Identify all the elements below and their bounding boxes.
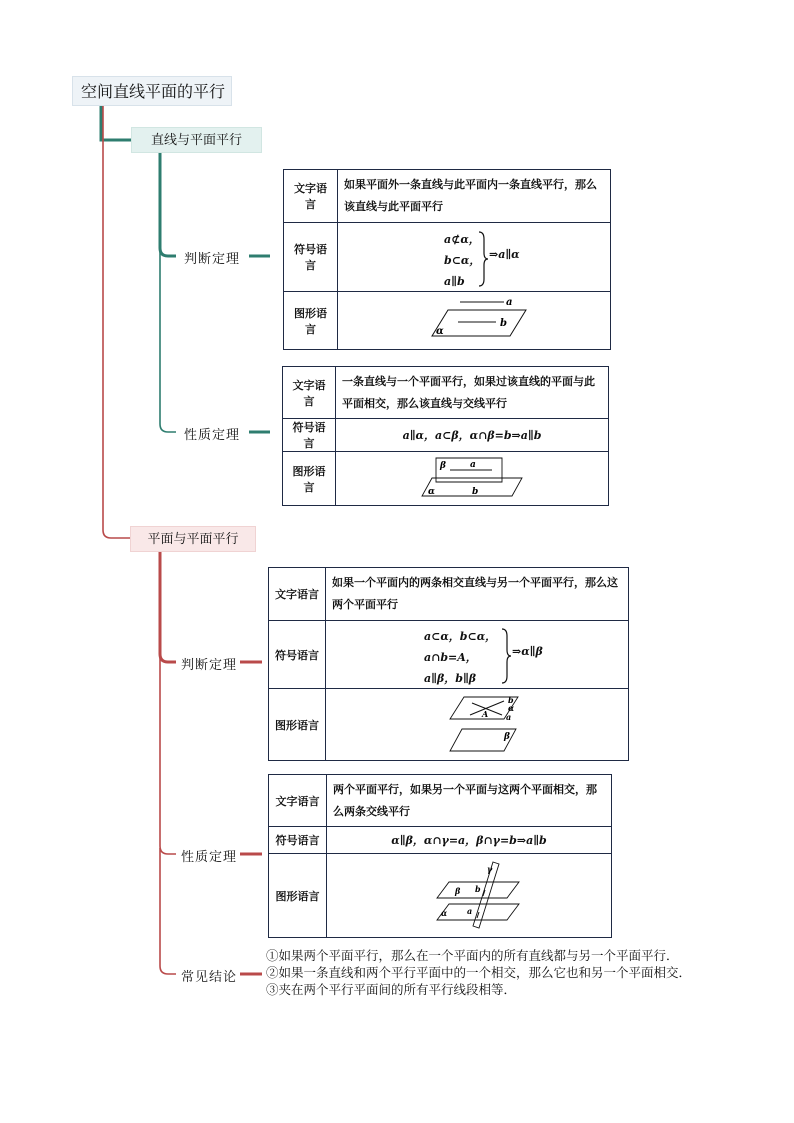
topic-line-plane-parallel[interactable]: 直线与平面平行 [131, 127, 262, 153]
figure-cell [336, 452, 609, 506]
label-symbol-language: 符号语言 [269, 827, 327, 854]
figure-mark-a: a [470, 459, 476, 470]
card-lp-property [282, 366, 609, 506]
text-language-value: 如果平面外一条直线与此平面内一条直线平行，那么该直线与此平面平行 [338, 170, 611, 223]
conclusion-item-1: ①如果两个平面平行，那么在一个平面内的所有直线都与另一个平面平行． [266, 948, 679, 963]
figure-plane-plane-judgment [332, 693, 622, 757]
figure-line-plane-property [352, 456, 602, 502]
label-figure-language: 图形语言 [269, 854, 327, 938]
label-symbol-language: 符号语言 [283, 419, 336, 452]
figure-mark-b: b [508, 694, 514, 705]
symbol-language-value: α∥β，α∩γ=a，β∩γ=b⇒a∥b [327, 827, 612, 854]
label-text-language: 文字语言 [283, 367, 336, 419]
symbol-language-cell [326, 621, 629, 689]
topic-common-conclusions[interactable]: 常见结论 [181, 970, 238, 985]
branch-line-line-plane [101, 106, 132, 140]
card-pp-property [268, 774, 612, 938]
figure-mark-alpha: α [441, 907, 448, 918]
figure-mark-beta: β [455, 885, 461, 896]
topic-plane-plane-parallel[interactable]: 平面与平面平行 [130, 526, 256, 552]
figure-mark-A: A [482, 708, 489, 719]
figure-mark-beta: β [504, 731, 510, 742]
figure-mark-alpha: α [428, 486, 435, 497]
figure-cell [338, 292, 611, 350]
symbol-result: ⇒α∥β [512, 644, 543, 658]
figure-line-plane-judgment [354, 296, 604, 346]
figure-mark-beta: β [440, 460, 446, 471]
figure-mark-b: b [475, 883, 481, 894]
right-brace-icon [500, 628, 512, 684]
text-language-value: 一条直线与一个平面平行，如果过该直线的平面与此平面相交，那么该直线与交线平行 [336, 367, 609, 419]
right-brace-icon [477, 231, 489, 287]
symbol-language-cell [338, 223, 611, 292]
card-pp-judgment [268, 567, 629, 761]
symbol-line-1: a⊄α， [444, 233, 480, 246]
symbol-line-2: a∩b=A， [424, 650, 477, 664]
figure-mark-a: a [506, 711, 512, 722]
symbol-result: ⇒a∥α [489, 248, 520, 261]
figure-mark-gamma: γ [487, 863, 493, 874]
text-language-value: 两个平面平行，如果另一个平面与这两个平面相交，那么两条交线平行 [327, 775, 612, 827]
figure-mark-alpha: α [436, 325, 444, 337]
figure-mark-a: a [467, 905, 473, 916]
symbol-line-1: a⊂α，b⊂α， [424, 629, 497, 643]
symbol-line-2: b⊂α， [444, 254, 481, 267]
branch-line-lp-property [160, 250, 176, 432]
conclusions-list [266, 947, 691, 998]
branch-line-plane-plane [103, 106, 131, 538]
figure-mark-b: b [500, 317, 507, 329]
figure-mark-alpha: α [508, 702, 515, 713]
symbol-line-3: a∥b [444, 275, 465, 288]
conclusion-item-2: ②如果一条直线和两个平行平面中的一个相交，那么它也和另一个平面相交． [266, 965, 692, 980]
figure-cell [326, 689, 629, 761]
conclusion-item-3: ③夹在两个平行平面间的所有平行线段相等． [266, 982, 517, 997]
topic-pp-judgment-theorem[interactable]: 判断定理 [181, 658, 238, 673]
symbol-language-value: a∥α，a⊂β，α∩β=b⇒a∥b [336, 419, 609, 452]
figure-mark-b: b [472, 486, 479, 497]
label-figure-language: 图形语言 [283, 452, 336, 506]
text-language-value: 如果一个平面内的两条相交直线与另一个平面平行，那么这两个平面平行 [326, 568, 629, 621]
label-figure-language: 图形语言 [284, 292, 338, 350]
label-figure-language: 图形语言 [269, 689, 326, 761]
label-symbol-language: 符号语言 [284, 223, 338, 292]
figure-plane-plane-property [333, 858, 605, 934]
figure-cell [327, 854, 612, 938]
figure-mark-a: a [506, 296, 513, 308]
label-text-language: 文字语言 [284, 170, 338, 223]
topic-pp-property-theorem[interactable]: 性质定理 [181, 850, 238, 865]
topic-lp-judgment-theorem[interactable]: 判断定理 [184, 252, 241, 267]
branch-line-pp-conclusions [160, 848, 176, 974]
label-symbol-language: 符号语言 [269, 621, 326, 689]
branch-line-pp-judgment [160, 552, 176, 662]
root-topic[interactable]: 空间直线平面的平行 [72, 76, 232, 106]
topic-lp-property-theorem[interactable]: 性质定理 [184, 428, 241, 443]
card-lp-judgment [283, 169, 611, 350]
branch-line-lp-judgment [160, 153, 176, 256]
branch-line-pp-property [160, 656, 176, 854]
label-text-language: 文字语言 [269, 775, 327, 827]
symbol-line-3: a∥β，b∥β [424, 671, 477, 685]
label-text-language: 文字语言 [269, 568, 326, 621]
